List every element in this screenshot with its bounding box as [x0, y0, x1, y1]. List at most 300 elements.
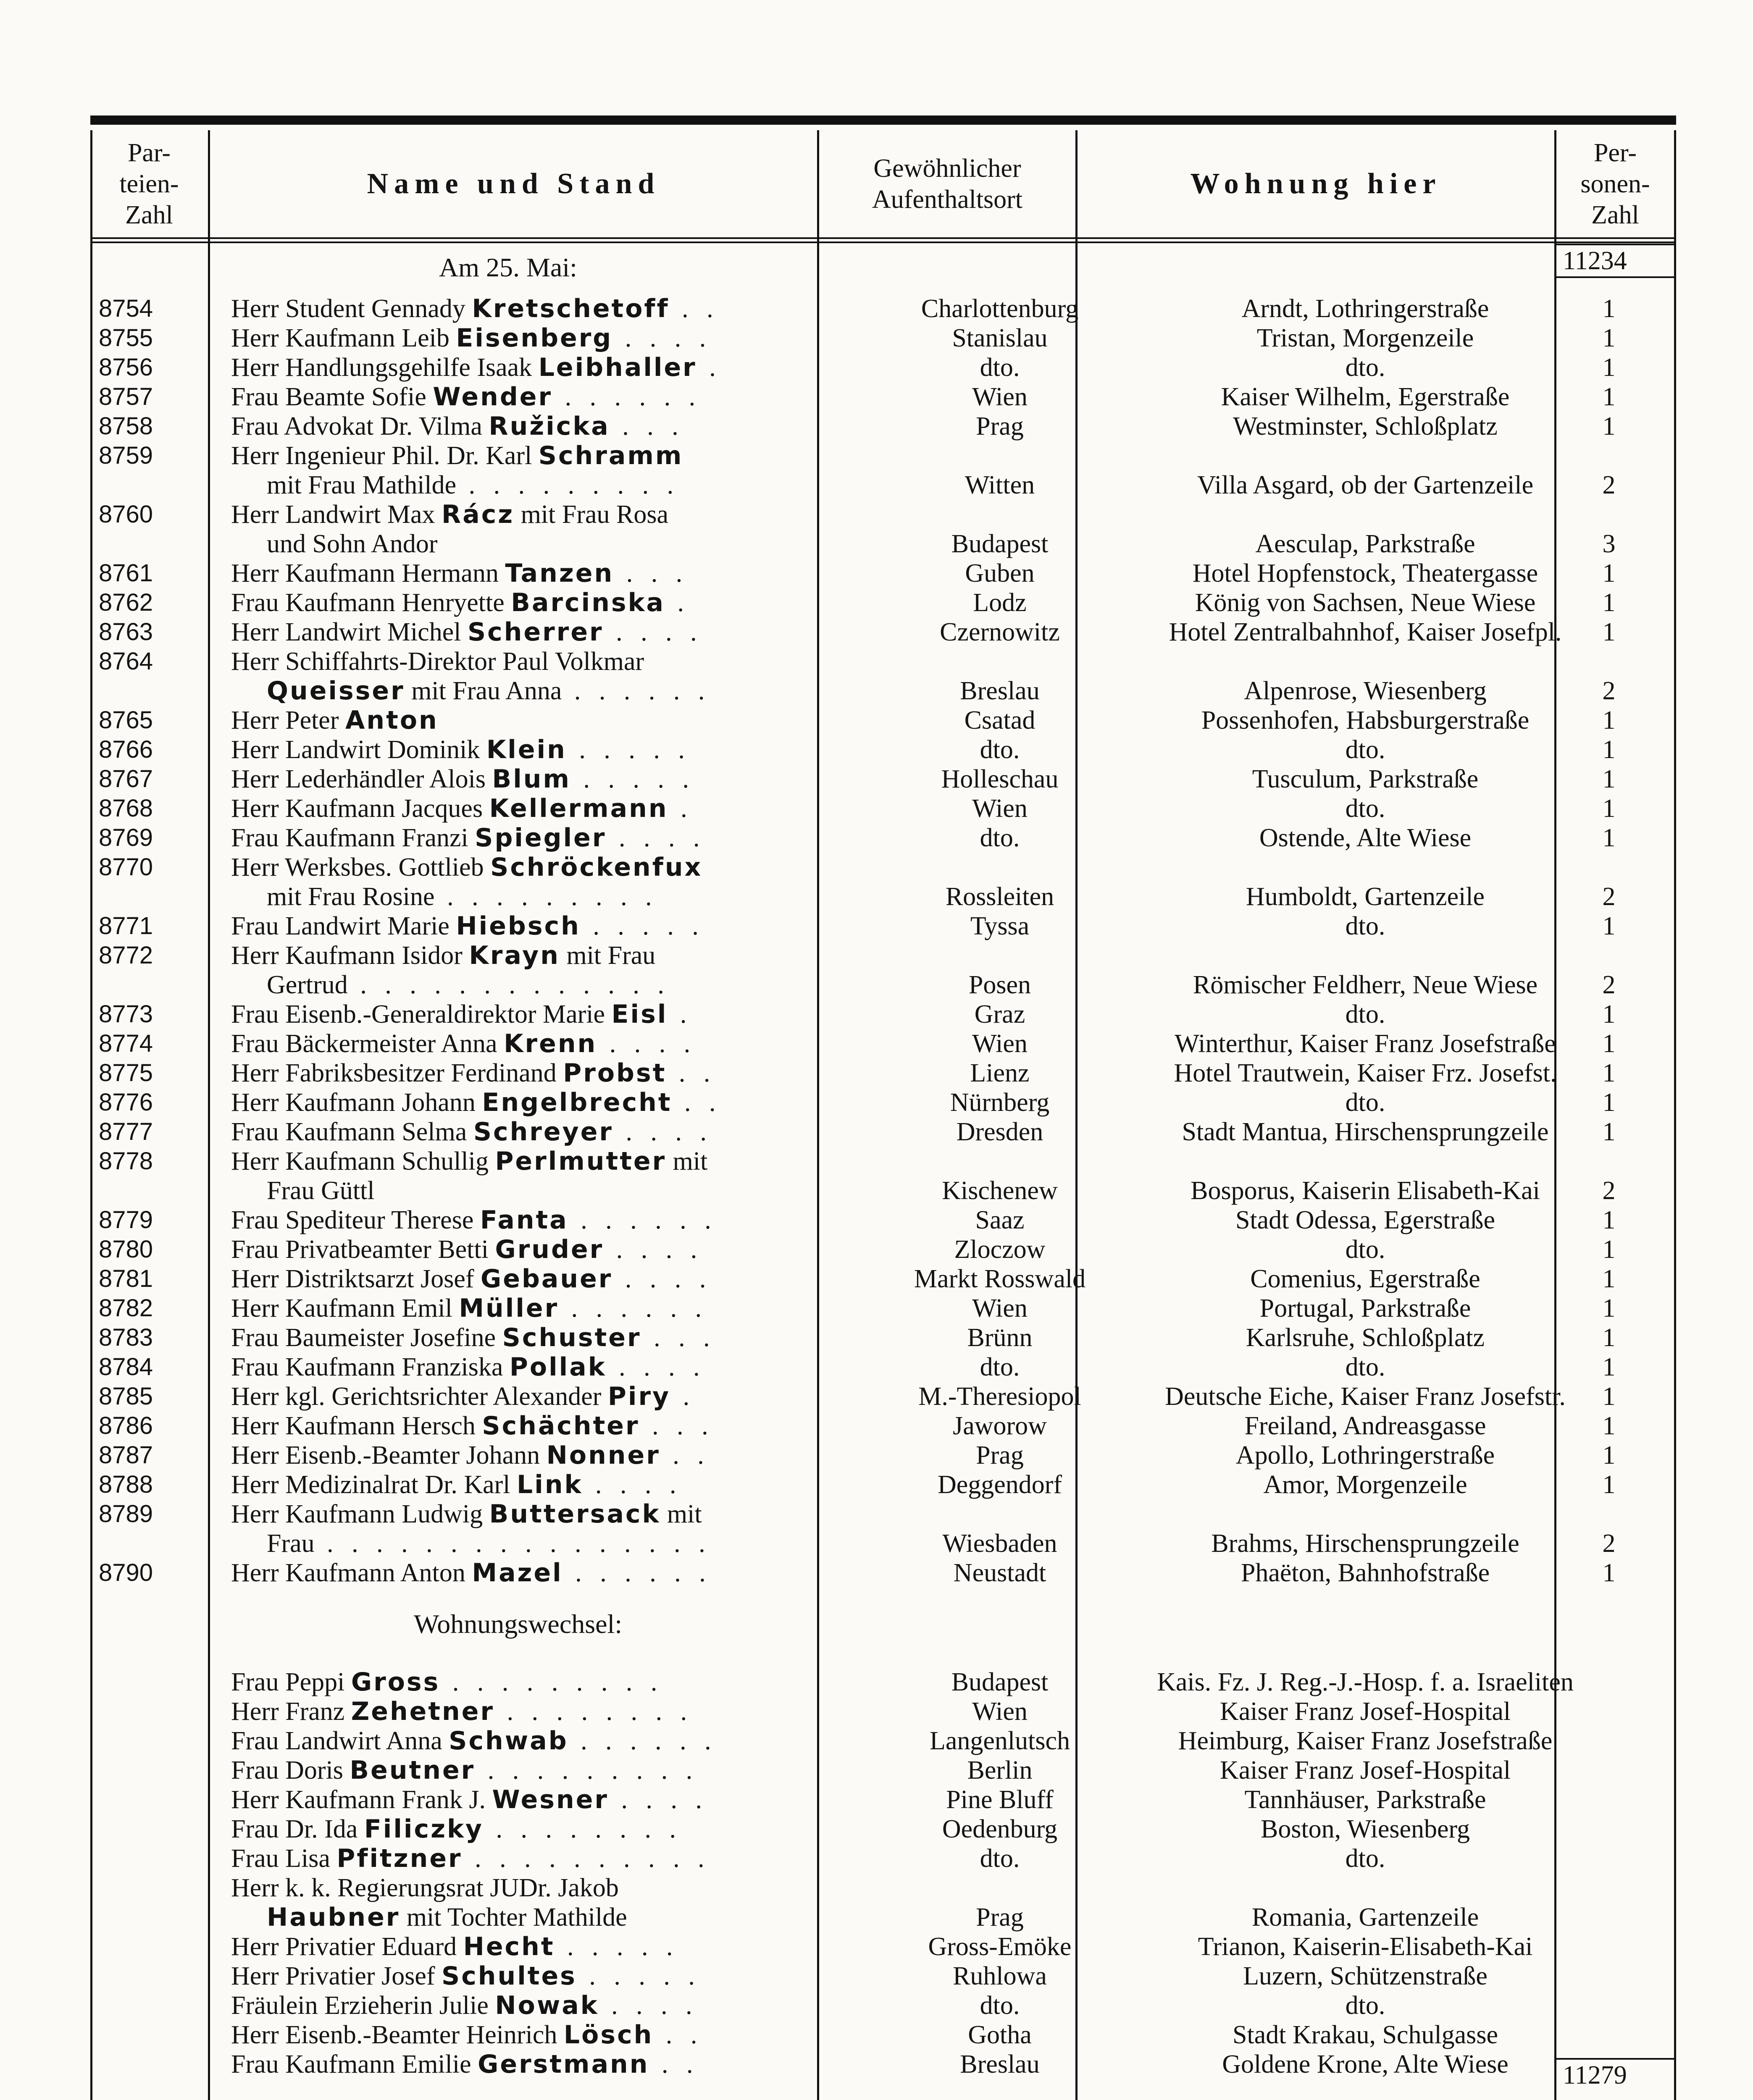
entry-origin: dto.: [980, 1844, 1020, 1873]
entry-name-line: [231, 323, 886, 353]
entry-name-text: Herr Landwirt Michel: [231, 618, 468, 646]
entry-name-text: Herr Student Gennady: [231, 294, 472, 323]
entry-origin: Witten: [965, 471, 1035, 499]
entry-row: [90, 1991, 1676, 2020]
entry-origin: Wien: [972, 383, 1028, 411]
entry-person-count: 2: [1602, 677, 1616, 705]
entry-surname: Gruder: [495, 1235, 604, 1264]
leader-dots: . .: [672, 1088, 722, 1117]
entry-name-text: Herr Franz: [231, 1697, 351, 1726]
entry-name-line: [231, 911, 886, 941]
entry-surname: Queisser: [267, 676, 405, 706]
entry-name-line: [231, 2050, 886, 2079]
entry-name-text: Herr Kaufmann Johann: [231, 1088, 482, 1117]
entry-name-text: Frau Eisenb.-Generaldirektor Marie: [231, 1000, 612, 1029]
top-rule: [90, 116, 1676, 125]
entry-number: 8774: [99, 1030, 153, 1057]
entry-address: Luzern, Schützenstraße: [1243, 1962, 1488, 1990]
entry-surname: Link: [517, 1470, 583, 1499]
entry-row: [90, 382, 1676, 412]
entry-name-text: Herr Werksbes. Gottlieb: [231, 853, 491, 882]
entry-name-text: Frau Lisa: [231, 1844, 337, 1873]
entry-address: Stadt Mantua, Hirschensprungzeile: [1182, 1118, 1549, 1146]
entry-name-text: Herr Landwirt Dominik: [231, 735, 486, 764]
entry-row: [90, 323, 1676, 353]
entry-name-text: Herr Kaufmann Jacques: [231, 794, 489, 823]
entry-name-text: mit Frau Rosa: [514, 500, 669, 529]
entry-name-text: Frau Privatbeamter Betti: [231, 1235, 495, 1264]
entry-row: [90, 823, 1676, 853]
leader-dots: . . . .: [606, 824, 706, 852]
entry-address: Kais. Fz. J. Reg.-J.-Hosp. f. a. Israeliten: [1157, 1668, 1574, 1696]
leader-dots: . .: [666, 1059, 716, 1087]
header-parteien-zahl: [90, 132, 208, 235]
entry-origin: Gross-Emöke: [928, 1932, 1072, 1961]
entry-origin: Breslau: [960, 677, 1040, 705]
entry-surname: Buttersack: [489, 1499, 661, 1529]
entry-person-count: 1: [1602, 1382, 1616, 1411]
entry-name-line: [231, 441, 886, 470]
entry-origin: Czernowitz: [940, 618, 1060, 646]
entry-surname: Barcinska: [511, 588, 665, 617]
leader-dots: . . .: [639, 1412, 714, 1440]
entry-address: Stadt Krakau, Schulgasse: [1233, 2021, 1498, 2049]
entry-address: Romania, Gartenzeile: [1251, 1903, 1479, 1932]
entry-person-count: 2: [1602, 1176, 1616, 1205]
entry-person-count: 1: [1602, 588, 1616, 617]
entry-surname: Schultes: [442, 1961, 577, 1991]
entry-surname: Krenn: [504, 1029, 597, 1058]
entry-surname: Scherrer: [467, 617, 604, 647]
entry-address: Kaiser Franz Josef-Hospital: [1219, 1697, 1511, 1726]
entry-name-text: Frau Kaufmann Franziska: [231, 1353, 510, 1381]
leader-dots: . . . . .: [571, 765, 695, 793]
entry-origin: Berlin: [967, 1756, 1033, 1785]
entry-row: [90, 706, 1676, 735]
entry-row: [90, 500, 1676, 559]
entry-origin: Breslau: [960, 2050, 1040, 2079]
entry-origin: Saaz: [975, 1206, 1025, 1234]
entry-address: Trianon, Kaiserin-Elisabeth-Kai: [1198, 1932, 1533, 1961]
entry-origin: Posen: [968, 971, 1031, 999]
entry-name-text: Herr Kaufmann Hermann: [231, 559, 505, 588]
entry-address: dto.: [1345, 1353, 1385, 1381]
entry-row: [90, 1411, 1676, 1441]
entry-address: Hotel Hopfenstock, Theatergasse: [1192, 559, 1538, 588]
entry-address: dto.: [1345, 1088, 1385, 1117]
header-name-stand: [210, 132, 817, 235]
entry-person-count: 1: [1602, 735, 1616, 764]
entry-row: [90, 1499, 1676, 1558]
entry-number: 8790: [99, 1559, 153, 1586]
entry-row: [90, 1029, 1676, 1058]
entry-number: 8772: [99, 942, 153, 969]
entry-address: dto.: [1345, 353, 1385, 382]
entry-row: [90, 1873, 1676, 1932]
entry-person-count: 1: [1602, 294, 1616, 323]
entry-number: 8770: [99, 853, 153, 881]
entry-name-line: [231, 559, 886, 588]
entry-surname: Schramm: [538, 441, 683, 470]
entry-origin: dto.: [980, 1991, 1020, 2020]
entry-origin: Neustadt: [953, 1559, 1046, 1587]
entry-name-line: [231, 706, 886, 735]
entry-name-line: [231, 823, 886, 853]
leader-dots: .: [668, 794, 693, 823]
entry-address: Aesculap, Parkstraße: [1255, 530, 1475, 558]
carry-in-rule-bottom: [1556, 276, 1674, 278]
entry-name-text: Herr Landwirt Max: [231, 500, 442, 529]
entry-name-line: [267, 529, 886, 559]
entry-origin: dto.: [980, 353, 1020, 382]
leader-dots: . .: [669, 294, 719, 323]
entry-address: Amor, Morgenzeile: [1263, 1470, 1467, 1499]
entry-person-count: 1: [1602, 383, 1616, 411]
leader-dots: . . . . . . . .: [494, 1697, 693, 1726]
leader-dots: . . . . . .: [552, 383, 702, 411]
entry-person-count: 1: [1602, 765, 1616, 793]
entry-row: [90, 412, 1676, 441]
leader-dots: . . . . . . . . .: [475, 1756, 699, 1785]
entry-row: [90, 559, 1676, 588]
entry-number: 8771: [99, 912, 153, 940]
entry-name-line: [231, 1323, 886, 1352]
entry-name-text: Herr Kaufmann Frank J.: [231, 1785, 492, 1814]
entry-surname: Nonner: [546, 1441, 660, 1470]
entry-name-line: [231, 1785, 886, 1814]
header-personen-zahl: [1556, 132, 1674, 235]
entry-surname: Fanta: [480, 1205, 568, 1235]
entry-name-text: Herr Privatier Josef: [231, 1962, 442, 1990]
entry-surname: Leibhaller: [538, 353, 697, 382]
entry-surname: Schuster: [502, 1323, 641, 1352]
entry-name-text: mit Frau Mathilde: [267, 471, 457, 499]
leader-dots: . . . . . . . . .: [434, 882, 658, 911]
entry-number: 8784: [99, 1353, 153, 1381]
entry-name-text: Frau Advokat Dr. Vilma: [231, 412, 489, 441]
entry-row: [90, 1726, 1676, 1756]
entry-address: Römischer Feldherr, Neue Wiese: [1193, 971, 1538, 999]
entry-surname: Krayn: [469, 941, 560, 970]
entry-name-line: [231, 412, 886, 441]
leader-dots: . . . .: [599, 1991, 698, 2020]
entry-name-text: Herr Privatier Eduard: [231, 1932, 463, 1961]
leader-dots: . . . .: [606, 1353, 706, 1381]
entry-number: 8779: [99, 1206, 153, 1234]
entry-name-line: [231, 1411, 886, 1441]
entry-name-text: Herr Kaufmann Leib: [231, 324, 456, 352]
entry-name-line: [231, 1844, 886, 1873]
entry-row: [90, 1294, 1676, 1323]
entry-row: [90, 647, 1676, 706]
entry-name-text: Herr Kaufmann Emil: [231, 1294, 459, 1323]
entry-number: 8775: [99, 1059, 153, 1087]
entry-surname: Rácz: [442, 500, 515, 529]
entry-number: 8787: [99, 1441, 153, 1469]
entry-number: 8780: [99, 1236, 153, 1263]
header-col5-text: Per- sonen- Zahl: [1580, 138, 1650, 229]
entry-name-text: Herr k. k. Regierungsrat JUDr. Jakob: [231, 1874, 619, 1902]
entry-address: Boston, Wiesenberg: [1260, 1815, 1470, 1843]
entry-address: Hotel Zentralbahnhof, Kaiser Josefpl.: [1169, 618, 1562, 646]
entry-person-count: 1: [1602, 324, 1616, 352]
entry-address: Freiland, Andreasgasse: [1244, 1412, 1486, 1440]
entry-name-text: Herr Kaufmann Schullig: [231, 1147, 495, 1176]
entry-name-line: [267, 470, 886, 500]
entry-address: Deutsche Eiche, Kaiser Franz Josefstr.: [1165, 1382, 1566, 1411]
entry-origin: Jaworow: [953, 1412, 1047, 1440]
entry-origin: Prag: [976, 1441, 1024, 1470]
entry-number: 8778: [99, 1147, 153, 1175]
entry-number: 8763: [99, 618, 153, 646]
header-rule: [90, 237, 1676, 239]
entry-address: Possenhofen, Habsburgerstraße: [1201, 706, 1530, 735]
leader-dots: .: [696, 353, 722, 382]
entry-number: 8767: [99, 765, 153, 793]
entry-name-text: Herr kgl. Gerichtsrichter Alexander: [231, 1382, 608, 1411]
leader-dots: . . . .: [597, 1029, 696, 1058]
entry-address: Kaiser Franz Josef-Hospital: [1219, 1756, 1511, 1785]
entry-name-line: [231, 1147, 886, 1176]
entry-row: [90, 617, 1676, 647]
entry-address: Ostende, Alte Wiese: [1259, 824, 1472, 852]
entry-address: Villa Asgard, ob der Gartenzeile: [1197, 471, 1534, 499]
entry-number: 8786: [99, 1412, 153, 1439]
entry-origin: Lienz: [970, 1059, 1030, 1087]
entry-name-line: [231, 1667, 886, 1697]
entry-name-text: Frau Güttl: [267, 1176, 375, 1205]
entry-row: [90, 1058, 1676, 1088]
entry-row: [90, 1147, 1676, 1205]
entry-origin: dto.: [980, 735, 1020, 764]
entry-origin: Brünn: [967, 1323, 1033, 1352]
entry-person-count: 1: [1602, 1206, 1616, 1234]
entry-name-line: [231, 1558, 886, 1588]
entry-origin: Rossleiten: [945, 882, 1054, 911]
header-rule-2: [90, 242, 1676, 243]
entry-name-text: Frau Landwirt Anna: [231, 1727, 449, 1755]
entry-surname: Eisenberg: [456, 323, 613, 353]
entry-origin: Guben: [965, 559, 1035, 588]
entry-address: Portugal, Parkstraße: [1259, 1294, 1471, 1323]
leader-dots: . . . . .: [580, 912, 704, 940]
entry-person-count: 1: [1602, 1294, 1616, 1323]
entry-surname: Klein: [486, 735, 567, 764]
entry-person-count: 2: [1602, 1529, 1616, 1558]
entry-origin: Budapest: [951, 1668, 1049, 1696]
leader-dots: . . . . . . . . . .: [462, 1844, 710, 1873]
entry-origin: Prag: [976, 1903, 1024, 1932]
entry-origin: Markt Rosswald: [914, 1265, 1086, 1293]
entry-surname: Engelbrecht: [482, 1088, 672, 1117]
entry-address: Winterthur, Kaiser Franz Josefstraße: [1175, 1029, 1556, 1058]
entry-number: 8755: [99, 324, 153, 352]
entry-number: 8764: [99, 648, 153, 675]
entry-number: 8788: [99, 1471, 153, 1498]
entry-person-count: 1: [1602, 1059, 1616, 1087]
entry-row: [90, 2050, 1676, 2079]
entry-name-line: [231, 1205, 886, 1235]
entry-name-text: Herr Kaufmann Hersch: [231, 1412, 482, 1440]
entry-row: [90, 1235, 1676, 1264]
entry-person-count: 1: [1602, 559, 1616, 588]
entry-number: 8783: [99, 1324, 153, 1351]
entry-name-line: [231, 1264, 886, 1294]
entry-address: Brahms, Hirschensprungzeile: [1211, 1529, 1519, 1558]
entry-origin: Holleschau: [941, 765, 1059, 793]
entry-row: [90, 1667, 1676, 1697]
entry-address: Arndt, Lothringerstraße: [1241, 294, 1489, 323]
entry-name-text: Frau: [267, 1529, 315, 1558]
entry-name-line: [231, 794, 886, 823]
leader-dots: .: [665, 588, 690, 617]
header-aufenthaltsort: [819, 132, 1075, 235]
leader-dots: . .: [649, 2050, 699, 2079]
entry-name-text: Herr Eisenb.-Beamter Johann: [231, 1441, 547, 1470]
entry-name-text: Frau Kaufmann Emilie: [231, 2050, 478, 2079]
entry-name-line: [231, 1726, 886, 1756]
carry-in-rule: [1556, 244, 1674, 245]
entry-name-text: Herr Medizinalrat Dr. Karl: [231, 1470, 517, 1499]
entry-person-count: 1: [1602, 1088, 1616, 1117]
header-col1-text: Par- teien- Zahl: [119, 138, 179, 229]
entry-origin: Tyssa: [970, 912, 1030, 940]
entry-name-line: [231, 1961, 886, 1991]
leader-dots: . . . .: [583, 1470, 682, 1499]
entry-name-line: [231, 1932, 886, 1961]
entry-row: [90, 1785, 1676, 1814]
leader-dots: . .: [653, 2021, 703, 2049]
entry-row: [90, 294, 1676, 323]
entry-origin: Graz: [974, 1000, 1025, 1029]
entry-name-line: [231, 2020, 886, 2050]
entry-number: 8761: [99, 559, 153, 587]
entry-name-line: [267, 1176, 886, 1205]
entry-row: [90, 2020, 1676, 2050]
entry-address: Kaiser Wilhelm, Egerstraße: [1221, 383, 1510, 411]
entry-surname: Schröckenfux: [490, 853, 703, 882]
entry-address: Tusculum, Parkstraße: [1252, 765, 1479, 793]
entry-origin: Prag: [976, 412, 1024, 441]
entry-surname: Hiebsch: [456, 911, 581, 941]
leader-dots: . . . . .: [576, 1962, 701, 1990]
entry-number: 8785: [99, 1383, 153, 1410]
leader-dots: . . .: [641, 1323, 716, 1352]
entry-name-line: [231, 353, 886, 382]
entry-surname: Gerstmann: [478, 2050, 649, 2079]
entry-person-count: 1: [1602, 1412, 1616, 1440]
entry-origin: Wiesbaden: [942, 1529, 1057, 1558]
entry-name-text: mit Frau Anna: [405, 677, 562, 705]
entry-name-text: Herr Kaufmann Anton: [231, 1559, 472, 1587]
entry-name-text: Frau Kaufmann Franzi: [231, 824, 475, 852]
entry-address: dto.: [1345, 1235, 1385, 1264]
entry-person-count: 1: [1602, 1559, 1616, 1587]
entry-address: dto.: [1345, 1000, 1385, 1029]
entry-name-text: Frau Dr. Ida: [231, 1815, 364, 1843]
header-col2-text: Name und Stand: [367, 167, 660, 200]
entry-name-line: [231, 500, 886, 529]
entry-person-count: 1: [1602, 412, 1616, 441]
entry-number: 8776: [99, 1089, 153, 1116]
entry-surname: Kretschetoff: [472, 294, 670, 323]
entry-origin: M.-Theresiopol: [918, 1382, 1081, 1411]
entry-surname: Eisl: [611, 1000, 668, 1029]
entry-name-text: mit Tochter Mathilde: [400, 1903, 627, 1932]
entry-address: Stadt Odessa, Egerstraße: [1235, 1206, 1495, 1234]
entry-person-count: 1: [1602, 794, 1616, 823]
entry-name-text: mit Frau: [560, 941, 656, 970]
entry-number: 8758: [99, 412, 153, 440]
entry-origin: Nürnberg: [950, 1088, 1050, 1117]
entry-origin: Stanislau: [952, 324, 1048, 352]
entry-number: 8769: [99, 824, 153, 851]
entry-number: 8781: [99, 1265, 153, 1292]
entry-row: [90, 1088, 1676, 1117]
entry-surname: Probst: [563, 1058, 667, 1088]
entry-address: dto.: [1345, 1844, 1385, 1873]
entry-name-line: [231, 1441, 886, 1470]
entry-surname: Wesner: [492, 1785, 609, 1814]
entry-origin: Deggendorf: [937, 1470, 1062, 1499]
header-wohnung: [1078, 132, 1554, 235]
entry-name-text: Fräulein Erzieherin Julie: [231, 1991, 495, 2020]
entry-row: [90, 735, 1676, 764]
entry-surname: Schreyer: [473, 1117, 613, 1147]
entry-address: Karlsruhe, Schloßplatz: [1246, 1323, 1485, 1352]
leader-dots: . . . . . .: [568, 1727, 717, 1755]
section-change-heading: Wohnungswechsel:: [414, 1609, 623, 1639]
entry-number: 8754: [99, 295, 153, 322]
entry-origin: dto.: [980, 1353, 1020, 1381]
entry-row: [90, 1117, 1676, 1147]
entry-address: Apollo, Lothringerstraße: [1235, 1441, 1495, 1470]
entry-origin: Wien: [972, 1294, 1028, 1323]
entry-row: [90, 1323, 1676, 1352]
entry-row: [90, 441, 1676, 500]
entry-surname: Spiegler: [475, 823, 607, 853]
register-page: [90, 116, 1676, 2100]
entry-name-line: [231, 1756, 886, 1785]
entry-name-line: [231, 1382, 886, 1411]
entry-number: 8760: [99, 501, 153, 528]
entry-surname: Wender: [433, 382, 553, 412]
entry-surname: Müller: [459, 1294, 559, 1323]
entry-person-count: 1: [1602, 1000, 1616, 1029]
entry-row: [90, 1382, 1676, 1411]
entry-row: [90, 853, 1676, 911]
entry-name-line: [267, 882, 886, 911]
entry-name-line: [231, 1088, 886, 1117]
entry-row: [90, 1932, 1676, 1961]
entry-origin: dto.: [980, 824, 1020, 852]
entry-address: Tristan, Morgenzeile: [1256, 324, 1474, 352]
leader-dots: . . . .: [603, 618, 703, 646]
entry-name-line: [231, 735, 886, 764]
entry-origin: Lodz: [973, 588, 1027, 617]
entry-name-text: Frau Doris: [231, 1756, 350, 1785]
entry-surname: Hecht: [463, 1932, 555, 1961]
entry-person-count: 1: [1602, 1470, 1616, 1499]
entry-address: Comenius, Egerstraße: [1250, 1265, 1480, 1293]
entry-name-text: Herr Distriktsarzt Josef: [231, 1265, 481, 1293]
leader-dots: . . . . . .: [562, 677, 711, 705]
entry-surname: Anton: [345, 706, 439, 735]
entry-row: [90, 1352, 1676, 1382]
entry-surname: Nowak: [495, 1991, 599, 2020]
entry-name-text: Frau Beamte Sofie: [231, 383, 433, 411]
entry-name-text: Frau Bäckermeister Anna: [231, 1029, 504, 1058]
